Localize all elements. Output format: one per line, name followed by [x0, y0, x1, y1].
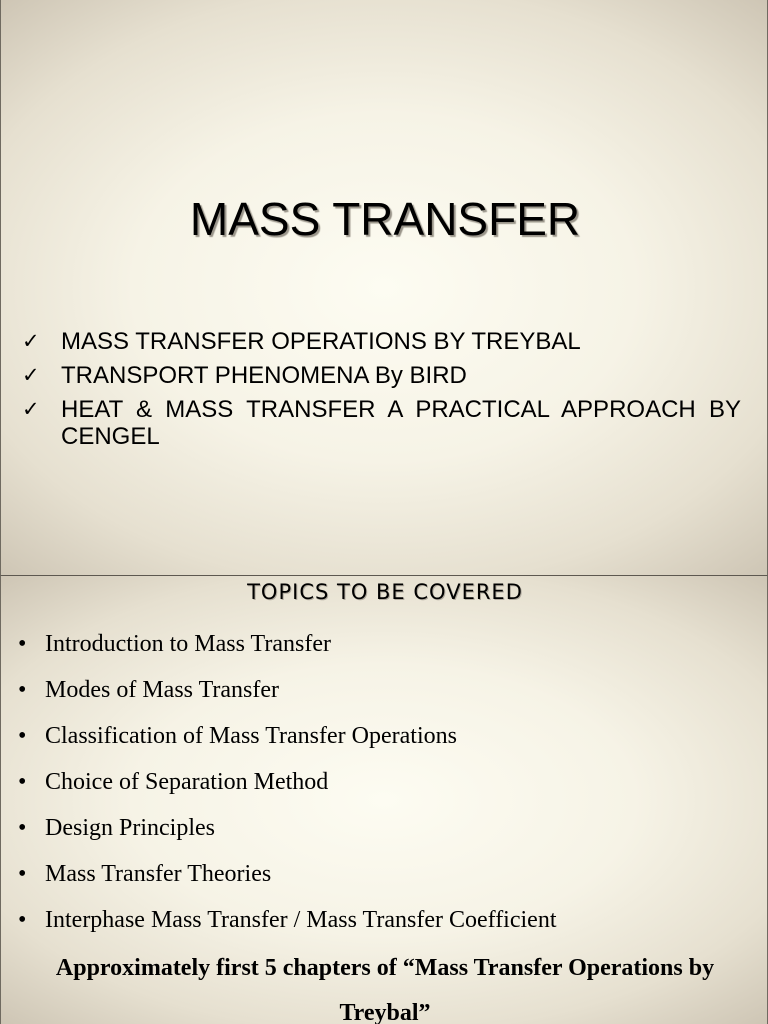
- bullet-icon: •: [18, 861, 27, 887]
- topic-text: Design Principles: [45, 815, 215, 841]
- bullet-icon: •: [18, 815, 27, 841]
- bullet-icon: •: [18, 723, 27, 749]
- checkmark-icon: ✓: [22, 397, 40, 421]
- bullet-icon: •: [18, 631, 27, 657]
- topic-text: Modes of Mass Transfer: [45, 677, 279, 703]
- topic-item: [1, 904, 768, 950]
- topic-text: Choice of Separation Method: [45, 769, 329, 795]
- topic-item: [1, 766, 768, 812]
- topics-heading: TOPICS TO BE COVERED: [247, 580, 523, 604]
- topic-text: Classification of Mass Transfer Operations: [45, 723, 457, 749]
- reference-list: [1, 328, 768, 457]
- topics-list: [1, 628, 768, 950]
- topic-text: Interphase Mass Transfer / Mass Transfer Coefficient: [45, 907, 557, 933]
- slide-topics: [0, 575, 768, 1024]
- checkmark-icon: ✓: [22, 329, 40, 353]
- topic-text: Introduction to Mass Transfer: [45, 631, 331, 657]
- reference-item: [1, 328, 768, 355]
- bullet-icon: •: [18, 677, 27, 703]
- topic-item: [1, 628, 768, 674]
- reference-item: [1, 396, 768, 450]
- reference-text: HEAT & MASS TRANSFER A PRACTICAL APPROACH BY CENGEL: [61, 396, 741, 450]
- coverage-note: Approximately first 5 chapters of “Mass Transfer Operations by Treybal”: [55, 955, 715, 1024]
- topic-item: [1, 674, 768, 720]
- reference-text: MASS TRANSFER OPERATIONS BY TREYBAL: [61, 328, 581, 355]
- reference-text: TRANSPORT PHENOMENA By BIRD: [61, 362, 467, 389]
- checkmark-icon: ✓: [22, 363, 40, 387]
- bullet-icon: •: [18, 769, 27, 795]
- topic-item: [1, 858, 768, 904]
- slide-title: MASS TRANSFER: [189, 193, 581, 245]
- topic-item: [1, 812, 768, 858]
- topic-item: [1, 720, 768, 766]
- reference-item: [1, 362, 768, 389]
- topic-text: Mass Transfer Theories: [45, 861, 272, 887]
- bullet-icon: •: [18, 907, 27, 933]
